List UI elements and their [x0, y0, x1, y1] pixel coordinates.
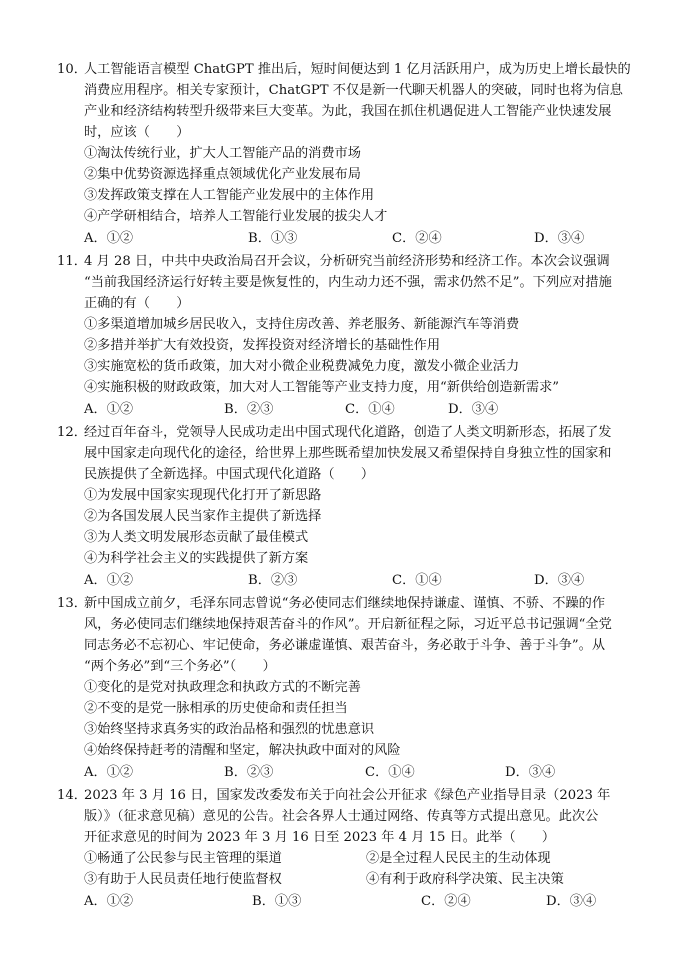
answer-choice-c: C．②④	[392, 231, 442, 246]
answer-choice-a: A．①②	[84, 402, 134, 417]
statement-option: ①畅通了公民参与民主管理的渠道	[84, 851, 282, 866]
statement-option: ④产学研相结合，培养人工智能行业发展的拔尖人才	[84, 209, 388, 224]
answer-choice-b: B．②③	[224, 402, 274, 417]
statement-option: ④始终保持赶考的清醒和坚定，解决执政中面对的风险	[84, 743, 401, 758]
question-stem-line: 新中国成立前夕，毛泽东同志曾说“务必使同志们继续地保持谦虚、谨慎、不骄、不躁的作	[84, 596, 606, 611]
statement-option: ④有利于政府科学决策、民主决策	[366, 872, 564, 887]
answer-choice-b: B．②③	[224, 765, 274, 780]
question-number: 12．	[57, 425, 87, 440]
statement-option: ④为科学社会主义的实践提供了新方案	[84, 551, 309, 566]
statement-option: ②为各国发展人民当家作主提供了新选择	[84, 509, 322, 524]
question-stem-line: 同志务必不忘初心、牢记使命，务必谦虚谨慎、艰苦奋斗，务必敢于斗争、善于斗争”。从	[84, 638, 606, 653]
answer-choice-a: A．①②	[84, 894, 134, 909]
statement-option: ①为发展中国家实现现代化打开了新思路	[84, 488, 322, 503]
question-stem-line: 产业和经济结构转型升级带来巨大变革。为此，我国在抓住机遇促进人工智能产业快速发展	[84, 104, 612, 119]
question-stem-line: 消费应用程序。相关专家预计，ChatGPT 不仅是新一代聊天机器人的突破，同时也将为信息	[84, 83, 623, 98]
statement-option: ③有助于人民员责任地行使监督权	[84, 872, 282, 887]
question-stem-line: 展中国家走向现代化的途径，给世界上那些既希望加快发展又希望保持自身独立性的国家和	[84, 446, 612, 461]
statement-option: ②多措并举扩大有效投资，发挥投资对经济增长的基础性作用	[84, 338, 441, 353]
statement-option: ③发挥政策支撑在人工智能产业发展中的主体作用	[84, 188, 375, 203]
question-number: 11．	[57, 254, 87, 269]
answer-choice-d: D．③④	[534, 231, 585, 246]
statement-option: ①变化的是党对执政理念和执政方式的不断完善	[84, 680, 361, 695]
statement-option: ③始终坚持求真务实的政治品格和强烈的忧患意识	[84, 722, 375, 737]
statement-option: ②不变的是党一脉相承的历史使命和责任担当	[84, 701, 348, 716]
question-stem-line: “两个务必”到“三个务必”（ ）	[84, 659, 276, 674]
question-stem-line: 经过百年奋斗，党领导人民成功走出中国式现代化道路，创造了人类文明新形态，拓展了发	[84, 425, 612, 440]
question-number: 13．	[57, 596, 87, 611]
answer-choice-d: D．③④	[534, 573, 585, 588]
answer-choice-b: B．①③	[248, 231, 298, 246]
answer-choice-a: A．①②	[84, 573, 134, 588]
answer-choice-d: D．③④	[448, 402, 499, 417]
statement-option: ②集中优势资源选择重点领域优化产业发展布局	[84, 167, 361, 182]
question-stem-line: 风，务必使同志们继续地保持艰苦奋斗的作风”。开启新征程之际，习近平总书记强调“全党	[84, 617, 612, 632]
answer-choice-d: D．③④	[505, 765, 556, 780]
question-stem-line: 人工智能语言模型 ChatGPT 推出后，短时间便达到 1 亿月活跃用户，成为历史上增长最快的	[84, 62, 631, 77]
statement-option: ③实施宽松的货币政策，加大对小微企业税费减免力度，激发小微企业活力	[84, 359, 520, 374]
statement-option: ③为人类文明发展形态贡献了最佳模式	[84, 530, 309, 545]
question-stem-line: 2023 年 3 月 16 日，国家发改委发布关于向社会公开征求《绿色产业指导目录（2023 年	[84, 788, 611, 803]
answer-choice-a: A．①②	[84, 231, 134, 246]
answer-choice-c: C．②④	[421, 894, 471, 909]
question-stem-line: 版）》（征求意见稿）意见的公告。社会各界人士通过网络、传真等方式提出意见。此次公	[84, 809, 599, 824]
answer-choice-c: C．①④	[345, 402, 395, 417]
answer-choice-d: D．③④	[546, 894, 597, 909]
answer-choice-c: C．①④	[365, 765, 415, 780]
question-stem-line: “当前我国经济运行好转主要是恢复性的，内生动力还不强，需求仍然不足”。下列应对措施	[84, 275, 612, 290]
statement-option: ①淘汰传统行业，扩大人工智能产品的消费市场	[84, 146, 361, 161]
question-number: 14．	[57, 788, 87, 803]
question-stem-line: 正确的有（ ）	[84, 296, 190, 311]
question-stem-line: 时，应该（ ）	[84, 125, 190, 140]
statement-option: ④实施积极的财政政策，加大对人工智能等产业支持力度，用“新供给创造新需求”	[84, 380, 560, 395]
statement-option: ②是全过程人民民主的生动体现	[366, 851, 551, 866]
question-stem-line: 开征求意见的时间为 2023 年 3 月 16 日至 2023 年 4 月 15 日。此举（ ）	[84, 830, 556, 845]
question-stem-line: 民族提供了全新选择。中国式现代化道路（ ）	[84, 467, 375, 482]
answer-choice-c: C．①④	[392, 573, 442, 588]
answer-choice-b: B．①③	[252, 894, 302, 909]
answer-choice-b: B．②③	[248, 573, 298, 588]
question-number: 10．	[57, 62, 87, 77]
question-stem-line: 4 月 28 日，中共中央政治局召开会议，分析研究当前经济形势和经济工作。本次会议强调	[84, 254, 610, 269]
answer-choice-a: A．①②	[84, 765, 134, 780]
statement-option: ①多渠道增加城乡居民收入，支持住房改善、养老服务、新能源汽车等消费	[84, 317, 520, 332]
